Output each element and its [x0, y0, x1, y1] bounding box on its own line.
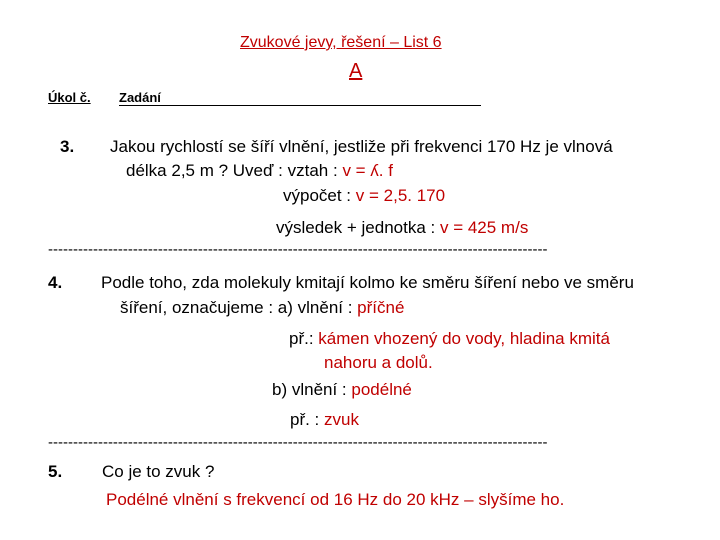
task-4-a-answer: příčné — [357, 298, 405, 317]
page-title: Zvukové jevy, řešení – List 6 — [240, 34, 442, 51]
task-4-number: 4. — [48, 273, 63, 292]
task-5-number: 5. — [48, 462, 63, 481]
separator-2: ---------------------------------------------------------------------------------------------------- — [48, 434, 548, 451]
task-3-calculation — [283, 186, 445, 206]
task-4-a-label: šíření, označujeme : a) vlnění : — [120, 298, 358, 317]
task-number-header: Úkol č. — [48, 90, 91, 105]
task-4-b-label: b) vlnění : — [272, 380, 352, 399]
task-5-question: Co je to zvuk ? — [102, 462, 215, 481]
task-3-calc-answer: v = 2,5. 170 — [355, 186, 446, 205]
task-4-line-1: Podle toho, zda molekuly kmitají kolmo ke směru šíření nebo ve směru — [101, 273, 634, 292]
task-3-formula-label: délka 2,5 m ? Uveď : vztah : — [126, 161, 343, 180]
task-4-b — [272, 380, 412, 400]
task-4-b-example-text: zvuk — [324, 410, 359, 429]
separator-1: ---------------------------------------------------------------------------------------------------- — [48, 241, 548, 258]
task-3-line-2 — [126, 161, 393, 181]
task-4-a-example-cont: nahoru a dolů. — [324, 353, 433, 372]
task-3-line-1: Jakou rychlostí se šíří vlnění, jestliže při frekvenci 170 Hz je vlnová — [110, 137, 613, 156]
task-3-result-label: výsledek + jednotka : — [276, 218, 440, 237]
task-3-calc-label: výpočet : — [283, 186, 356, 205]
variant-letter: A — [349, 60, 363, 82]
task-4-b-example-label: př. : — [290, 410, 325, 429]
task-4-a-example — [289, 329, 610, 349]
task-4-a-example-label: př.: — [289, 329, 319, 348]
task-3-result-answer: v = 425 m/s — [439, 218, 529, 237]
task-3-result — [276, 218, 528, 238]
task-3-number: 3. — [60, 137, 75, 156]
task-5-answer: Podélné vlnění s frekvencí od 16 Hz do 20 kHz – slyšíme ho. — [106, 490, 565, 509]
task-4-line-2 — [120, 298, 404, 318]
assignment-header: Zadání — [119, 90, 161, 105]
header-underline — [119, 105, 481, 106]
task-3-formula-answer: v = ʎ. f — [342, 161, 393, 180]
task-4-a-example-text: kámen vhozený do vody, hladina kmitá — [318, 329, 610, 348]
task-4-b-example — [290, 410, 359, 430]
task-4-b-answer: podélné — [351, 380, 412, 399]
